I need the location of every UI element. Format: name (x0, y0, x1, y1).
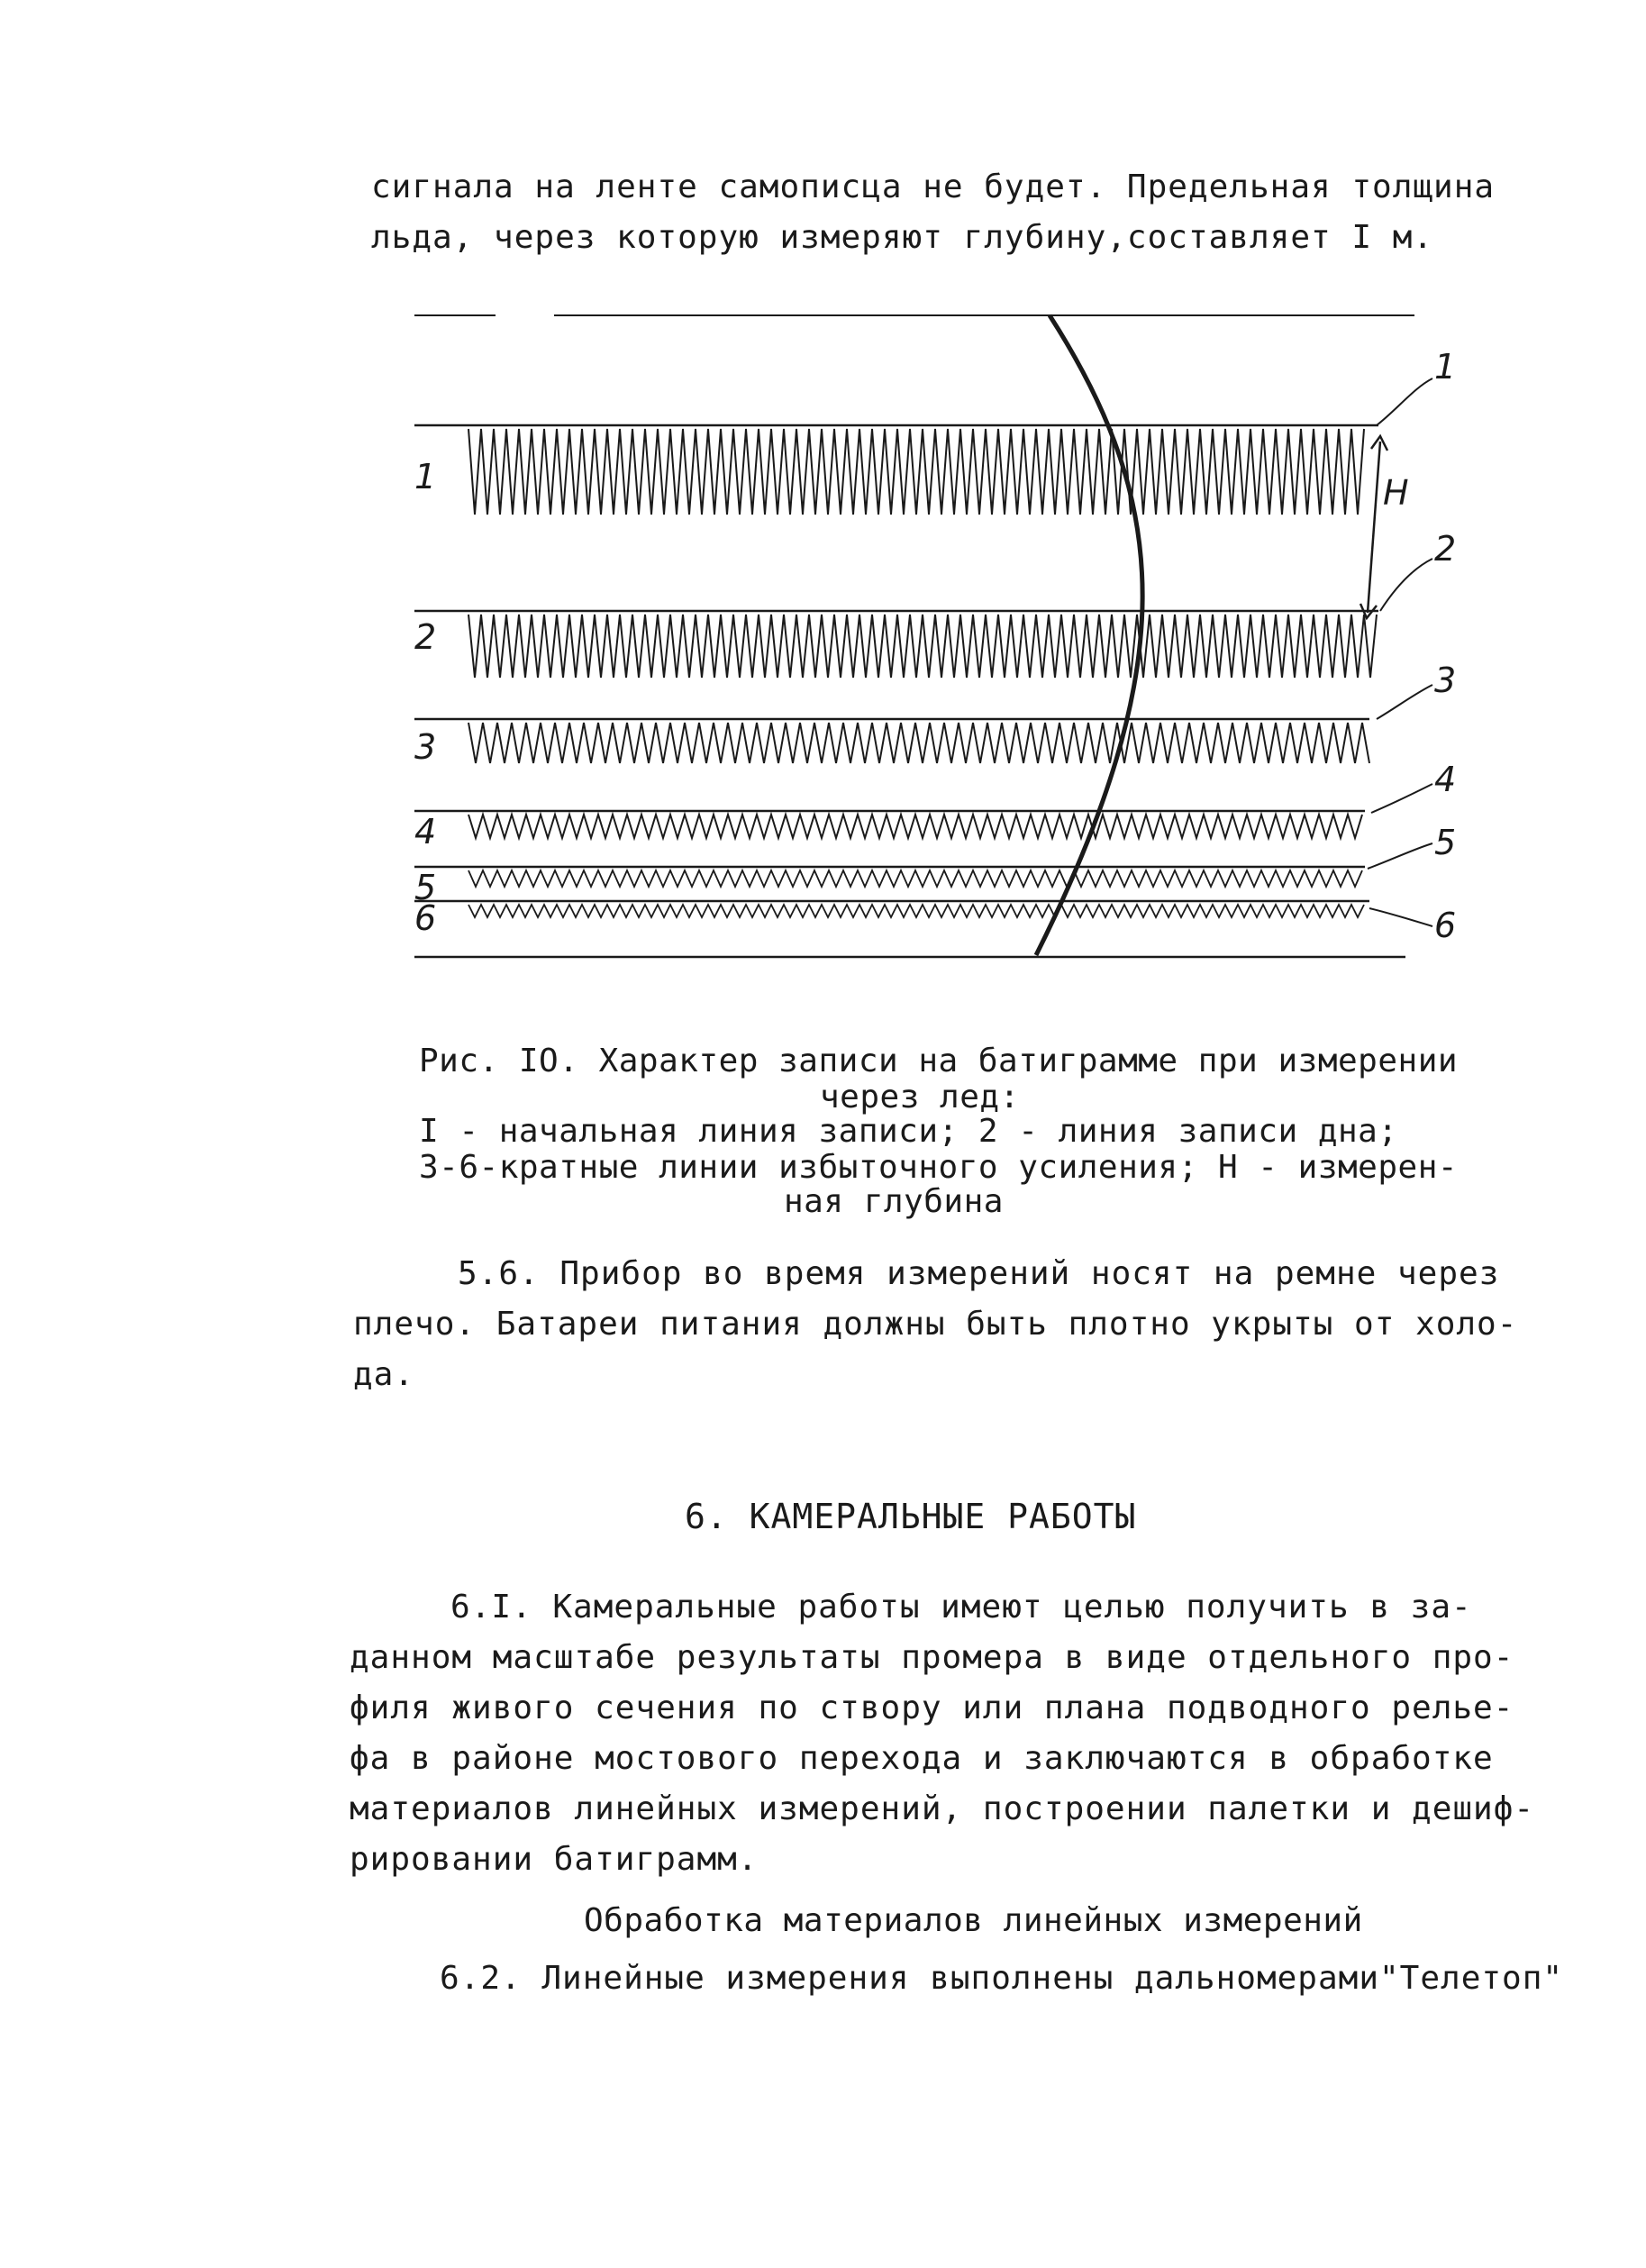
signal-record-6 (468, 905, 1364, 917)
section-heading: 6. КАМЕРАЛЬНЫЕ РАБОТЫ (685, 1497, 1137, 1536)
para-5-6-line-2: плечо. Батареи питания должны быть плотно укрыты от холо- (353, 1306, 1518, 1343)
left-label-5: 5 (414, 868, 437, 907)
para-6-1-line-5: материалов линейных измерений, построении палетки и дешиф- (350, 1790, 1535, 1827)
para-6-1-line-6: рировании батиграмм. (350, 1841, 759, 1878)
figure-caption-line-2: через лед: (820, 1079, 1020, 1116)
right-label-3: 3 (1434, 660, 1457, 700)
figure-signal-records (468, 429, 1377, 917)
left-label-3: 3 (414, 727, 437, 767)
left-label-2: 2 (414, 617, 437, 657)
right-label-6: 6 (1434, 906, 1457, 945)
para-5-6-line-3: да. (353, 1356, 415, 1393)
figure-caption-line-3: I - начальная линия записи; 2 - линия записи дна; (419, 1113, 1398, 1150)
left-label-1: 1 (414, 457, 437, 496)
para-6-1-line-1: 6.I. Камеральные работы имеют целью получить в за- (450, 1589, 1472, 1626)
signal-record-3 (468, 723, 1369, 763)
depth-arrow (1360, 436, 1387, 618)
figure-caption-line-4: 3-6-кратные линии избыточного усиления; H - измерен- (419, 1149, 1459, 1186)
right-label-2: 2 (1434, 529, 1457, 569)
bathygram-figure (396, 288, 1460, 991)
signal-record-4 (468, 815, 1362, 838)
figure-caption-line-1: Рис. IO. Характер записи на батиграмме при измерении (419, 1043, 1459, 1079)
right-label-1: 1 (1434, 347, 1457, 387)
para-6-2-line-1: 6.2. Линейные измерения выполнены дальномерами"Телетоп" (440, 1960, 1564, 1997)
intro-line-1: сигнала на ленте самописца не будет. Предельная толщина (371, 169, 1496, 205)
left-label-6: 6 (414, 898, 437, 938)
subsection-heading: Обработка материалов линейных измерений (584, 1902, 1363, 1939)
right-label-5: 5 (1434, 823, 1457, 862)
depth-label: H (1383, 473, 1409, 513)
para-5-6-line-1: 5.6. Прибор во время измерений носят на ремне через (458, 1255, 1500, 1292)
right-label-4: 4 (1434, 760, 1457, 799)
left-label-4: 4 (414, 812, 437, 852)
para-6-1-line-4: фа в районе мостового перехода и заключаются в обработке (350, 1740, 1494, 1777)
para-6-1-line-2: данном масштабе результаты промера в виде отдельного про- (350, 1639, 1514, 1676)
signal-record-5 (468, 870, 1362, 887)
signal-record-2 (468, 615, 1377, 678)
intro-line-2: льда, через которую измеряют глубину,составляет I м. (371, 219, 1434, 256)
para-6-1-line-3: филя живого сечения по створу или плана подводного релье- (350, 1690, 1514, 1726)
signal-record-1 (468, 429, 1364, 515)
figure-caption-line-5: ная глубина (784, 1183, 1004, 1220)
right-leaders (1368, 378, 1432, 926)
